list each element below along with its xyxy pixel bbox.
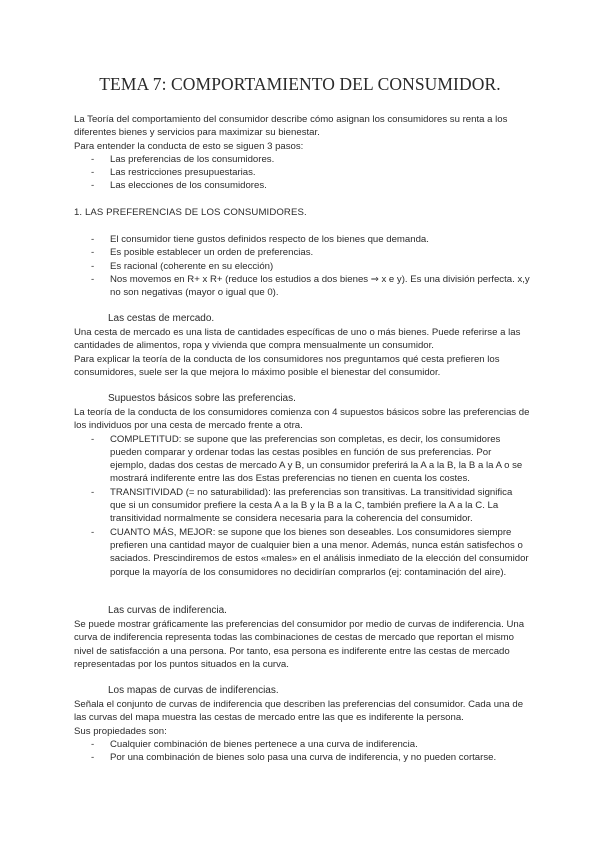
list-item: - Las elecciones de los consumidores. (74, 179, 530, 192)
list-item: - COMPLETITUD: se supone que las preferencias son completas, es decir, los consumidores pueden comparar y ordenar todas las cestas posibles en función de sus preferencias. Por ejemplo, dadas dos cestas de mercado A y B, un consumidor preferirá la A a la B, la B a la A o se mostrará indiferente entre las dos Estas preferencias no tienen en cuenta los costes. (74, 433, 530, 486)
list-item: - Por una combinación de bienes solo pasa una curva de indiferencia, y no pueden cortarse. (74, 751, 530, 764)
list-item: - El consumidor tiene gustos definidos respecto de los bienes que demanda. (74, 233, 530, 246)
list-item: - Las restricciones presupuestarias. (74, 166, 530, 179)
list-item: - Cualquier combinación de bienes pertenece a una curva de indiferencia. (74, 738, 530, 751)
list-item: - Las preferencias de los consumidores. (74, 153, 530, 166)
list-item: - Es posible establecer un orden de preferencias. (74, 246, 530, 259)
intro-section (74, 113, 530, 193)
subheading-mapas: Los mapas de curvas de indiferencias. (108, 685, 279, 696)
preferencias-section (74, 233, 530, 299)
curvas-section (74, 618, 530, 671)
intro-steps-lead: Para entender la conducta de esto se siguen 3 pasos: (74, 140, 304, 152)
intro-paragraph: La Teoría del comportamiento del consumidor describe cómo asignan los consumidores su renta a los diferentes bienes y servicios para maximizar su bienestar. (74, 114, 508, 139)
list-item: - CUANTO MÁS, MEJOR: se supone que los bienes son deseables. Los consumidores siempre prefieren una cantidad mayor de cualquier bien a una menor. Además, nunca están satisfechos o saciados. Prescindiremos de estos «males» en el análisis inmediato de la elección del consumidor porque la mayoría de los consumidores no decidirían comprarlos (ej: contaminación del aire). (74, 526, 530, 579)
mapas-paragraph: Señala el conjunto de curvas de indiferencia que describen las preferencias del consumidor. Cada una de las curvas del mapa muestra las cestas de mercado entre las que es indiferente la persona. (74, 699, 524, 724)
subheading-supuestos: Supuestos básicos sobre las preferencias. (108, 393, 296, 404)
list-item: - Nos movemos en R+ x R+ (reduce los estudios a dos bienes ⇒ x e y). Es una división perfecta. x,y no son negativas (mayor o igual que 0). (74, 273, 530, 300)
subheading-curvas: Las curvas de indiferencia. (108, 605, 227, 616)
curvas-paragraph: Se puede mostrar gráficamente las preferencias del consumidor por medio de curvas de indiferencia. Una curva de indiferencia representa todas las combinaciones de cestas de mercado que reportan el mismo nivel de satisfacción a una persona. Por tanto, esa persona es indiferente entre las cestas de mercado representadas por los puntos situados en la curva. (74, 619, 525, 670)
list-item: - Es racional (coherente en su elección) (74, 260, 530, 273)
subheading-cestas: Las cestas de mercado. (108, 313, 215, 324)
supuestos-paragraph: La teoría de la conducta de los consumidores comienza con 4 supuestos básicos sobre las preferencias de los individuos por una cesta de mercado frente a otra. (74, 407, 530, 432)
preferencias-list (74, 233, 530, 299)
section-heading-preferencias: 1. LAS PREFERENCIAS DE LOS CONSUMIDORES. (74, 207, 307, 218)
list-item: - TRANSITIVIDAD (= no saturabilidad): las preferencias son transitivas. La transitividad significa que si un consumidor prefiere la cesta A a la B y la B a la C, también prefiere la A a la C. La transitividad normalmente se considera necesaria para la coherencia del consumidor. (74, 486, 530, 526)
mapas-list (74, 738, 530, 765)
cestas-paragraph: Para explicar la teoría de la conducta de los consumidores nos preguntamos qué cesta prefieren los consumidores, suele ser la que mejora lo máximo posible el bienestar del consumidor. (74, 353, 500, 378)
mapas-properties-lead: Sus propiedades son: (74, 725, 167, 737)
supuestos-section (74, 406, 530, 579)
mapas-section (74, 698, 530, 764)
page-title: TEMA 7: COMPORTAMIENTO DEL CONSUMIDOR. (99, 74, 501, 94)
supuestos-list (74, 433, 530, 579)
cestas-paragraph: Una cesta de mercado es una lista de cantidades específicas de uno o más bienes. Puede referirse a las cantidades de alimentos, ropa y vivienda que compra mensualmente un consumidor. (74, 327, 521, 352)
cestas-section (74, 326, 530, 379)
steps-list (74, 153, 530, 193)
